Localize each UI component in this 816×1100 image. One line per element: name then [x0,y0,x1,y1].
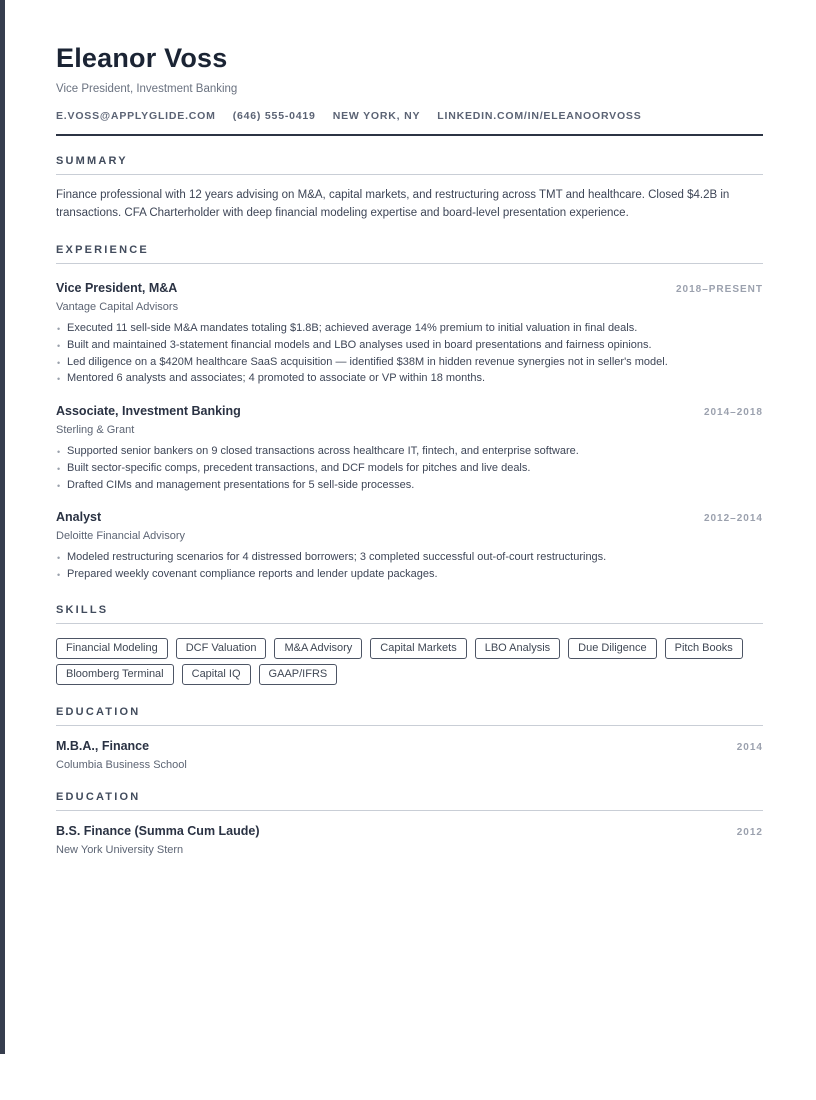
education-entry [56,739,763,771]
page-left-edge [0,0,5,1054]
education-section [56,791,763,856]
skills-heading: SKILLS [56,603,109,616]
skill-chip: Bloomberg Terminal [56,664,174,685]
degree-title: M.B.A., Finance [56,738,150,753]
contact-email: E.VOSS@APPLYGLIDE.COM [56,110,216,123]
experience-heading: EXPERIENCE [56,244,149,257]
skill-chip: DCF Valuation [176,638,267,659]
section-divider [56,810,763,811]
section-divider [56,263,763,264]
education-header [56,739,763,753]
job-bullet: • Modeled restructuring scenarios for 4 distressed borrowers; 3 completed successful out-of-court restructurings. [56,549,763,566]
experience-section [56,244,763,582]
skill-chip: Financial Modeling [56,638,168,659]
education-entry [56,824,763,856]
skill-chips [56,638,763,685]
job-bullet: • Led diligence on a $420M healthcare SaaS acquisition — identified $38M in hidden revenue synergies not in seller's model. [56,354,763,371]
candidate-name: Eleanor Voss [56,43,228,73]
job-title: Associate, Investment Banking [56,404,241,419]
candidate-title: Vice President, Investment Banking [56,83,238,96]
job-dates: 2018–PRESENT [675,284,763,296]
job-company: Sterling & Grant [56,424,135,437]
section-divider [56,174,763,175]
job-bullet: • Built sector-specific comps, precedent transactions, and DCF models for pitches and live deals. [56,460,763,477]
section-divider [56,725,763,726]
job-dates: 2014–2018 [703,407,763,419]
contact-location: NEW YORK, NY [332,110,421,123]
job-entry [56,510,763,582]
contact-linkedin: LINKEDIN.COM/IN/ELEANOORVOSS [437,110,642,123]
skill-chip: Pitch Books [665,638,743,659]
resume-header [56,44,763,136]
skills-section [56,604,763,685]
job-title: Vice President, M&A [56,281,178,296]
job-bullet: • Drafted CIMs and management presentations for 5 sell-side processes. [56,477,763,494]
job-header [56,510,763,524]
education-header [56,824,763,838]
job-bullet: • Executed 11 sell-side M&A mandates totaling $1.8B; achieved average 14% premium to initial valuation in final deals. [56,320,763,337]
job-entry [56,404,763,493]
skill-chip: LBO Analysis [475,638,560,659]
contact-row [56,110,763,122]
school-name: Columbia Business School [56,758,187,771]
job-header [56,404,763,418]
job-bullet: • Built and maintained 3-statement financial models and LBO analyses used in board presentations and fairness opinions. [56,337,763,354]
job-bullets [56,549,763,582]
job-dates: 2012–2014 [703,513,763,525]
job-entry [56,281,763,387]
contact-phone: (646) 555-0419 [232,110,316,123]
job-bullet: • Mentored 6 analysts and associates; 4 promoted to associate or VP within 18 months. [56,370,763,387]
education-section [56,706,763,771]
education-heading: EDUCATION [56,705,141,718]
degree-year: 2014 [736,741,763,753]
summary-section [56,155,763,222]
skill-chip: Due Diligence [568,638,656,659]
skill-chip: GAAP/IFRS [259,664,338,685]
job-bullet: • Prepared weekly covenant compliance reports and lender update packages. [56,566,763,583]
summary-text: Finance professional with 12 years advising on M&A, capital markets, and restructuring across TMT and healthcare. Closed $4.2B in transactions. CFA Charterholder with deep financial modeling expertise and board-level presentation experience. [56,189,730,219]
section-divider [56,623,763,624]
header-divider [56,134,763,136]
job-company: Deloitte Financial Advisory [56,530,186,543]
summary-heading: SUMMARY [56,155,128,168]
degree-title: B.S. Finance (Summa Cum Laude) [56,823,260,838]
education-heading: EDUCATION [56,790,141,803]
job-bullets [56,320,763,387]
job-company: Vantage Capital Advisors [56,301,179,314]
job-bullet: • Supported senior bankers on 9 closed transactions across healthcare IT, fintech, and enterprise software. [56,443,763,460]
job-bullets [56,443,763,493]
skill-chip: M&A Advisory [274,638,362,659]
degree-year: 2012 [736,826,763,838]
job-title: Analyst [56,510,102,525]
school-name: New York University Stern [56,843,184,856]
skill-chip: Capital Markets [370,638,466,659]
job-header [56,281,763,295]
skill-chip: Capital IQ [182,664,251,685]
